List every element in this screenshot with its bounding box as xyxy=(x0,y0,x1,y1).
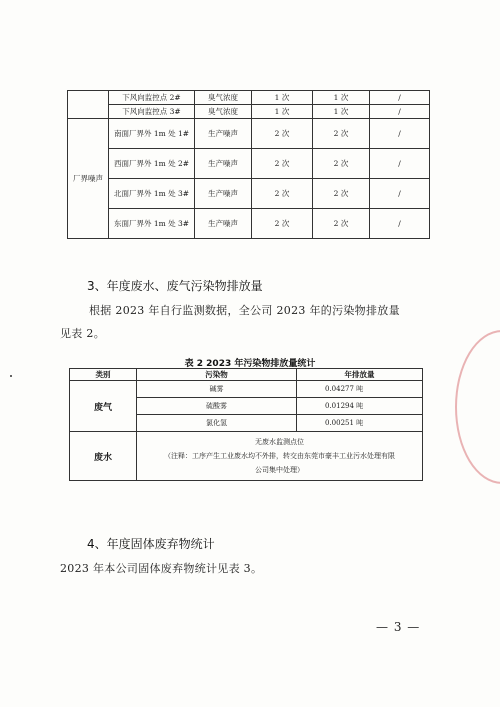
frequency-cell: 2 次 xyxy=(252,209,313,239)
monitoring-point-cell: 西面厂界外 1m 处 2# xyxy=(109,149,195,179)
section-3-paragraph-line-2: 见表 2。 xyxy=(60,327,105,340)
frequency-cell: 1 次 xyxy=(313,105,370,119)
monitoring-item-cell: 生产噪声 xyxy=(195,119,252,149)
wastewater-note-line: 公司集中处理） xyxy=(255,466,304,474)
pollutant-cell: 碱雾 xyxy=(137,381,297,398)
table-header-row xyxy=(70,369,423,381)
monitoring-item-cell: 生产噪声 xyxy=(195,209,252,239)
note-cell: / xyxy=(370,209,430,239)
margin-dot xyxy=(10,375,12,377)
frequency-cell: 1 次 xyxy=(252,91,313,105)
table-row xyxy=(68,119,430,149)
note-cell: / xyxy=(370,149,430,179)
frequency-cell: 1 次 xyxy=(313,91,370,105)
page-number: — 3 — xyxy=(376,620,421,634)
monitoring-table xyxy=(67,90,430,239)
wastewater-note-line: （注释：工序产生工业废水均不外排，转交由东莞市豪丰工业污水处理有限 xyxy=(164,452,395,460)
table-2-title: 表 2 2023 年污染物排放量统计 xyxy=(184,359,316,369)
table-row xyxy=(70,432,423,481)
note-cell: / xyxy=(370,179,430,209)
monitoring-point-cell: 南面厂界外 1m 处 1# xyxy=(109,119,195,149)
wastewater-note-cell xyxy=(137,432,423,481)
category-cell xyxy=(68,91,109,119)
category-cell: 废水 xyxy=(70,432,137,481)
table-row xyxy=(68,91,430,105)
category-cell: 废气 xyxy=(70,381,137,432)
category-cell: 厂界噪声 xyxy=(68,119,109,239)
wastewater-note-line: 无废水监测点位 xyxy=(255,438,304,446)
pollutant-cell: 氯化氢 xyxy=(137,415,297,432)
note-cell: / xyxy=(370,119,430,149)
note-cell: / xyxy=(370,91,430,105)
monitoring-point-cell: 东面厂界外 1m 处 3# xyxy=(109,209,195,239)
table-row xyxy=(68,179,430,209)
column-header: 污染物 xyxy=(137,369,297,381)
frequency-cell: 1 次 xyxy=(252,105,313,119)
monitoring-item-cell: 生产噪声 xyxy=(195,179,252,209)
section-4-paragraph: 2023 年本公司固体废弃物统计见表 3。 xyxy=(60,562,263,575)
frequency-cell: 2 次 xyxy=(313,119,370,149)
monitoring-point-cell: 下风向监控点 3# xyxy=(109,105,195,119)
amount-cell: 0.01294 吨 xyxy=(297,398,423,415)
frequency-cell: 2 次 xyxy=(313,209,370,239)
table-row xyxy=(70,381,423,398)
frequency-cell: 2 次 xyxy=(252,119,313,149)
table-row xyxy=(68,209,430,239)
frequency-cell: 2 次 xyxy=(313,179,370,209)
monitoring-item-cell: 臭气浓度 xyxy=(195,105,252,119)
monitoring-item-cell: 臭气浓度 xyxy=(195,91,252,105)
table-row xyxy=(68,149,430,179)
company-seal-stamp xyxy=(455,330,500,484)
frequency-cell: 2 次 xyxy=(252,179,313,209)
note-cell: / xyxy=(370,105,430,119)
amount-cell: 0.00251 吨 xyxy=(297,415,423,432)
monitoring-item-cell: 生产噪声 xyxy=(195,149,252,179)
column-header: 年排放量 xyxy=(297,369,423,381)
emissions-table xyxy=(69,368,423,481)
pollutant-cell: 硫酸雾 xyxy=(137,398,297,415)
section-3-heading: 3、年度废水、废气污染物排放量 xyxy=(87,279,263,293)
column-header: 类别 xyxy=(70,369,137,381)
table-row xyxy=(68,105,430,119)
amount-cell: 0.04277 吨 xyxy=(297,381,423,398)
section-4-heading: 4、年度固体废弃物统计 xyxy=(87,537,215,551)
monitoring-point-cell: 下风向监控点 2# xyxy=(109,91,195,105)
monitoring-point-cell: 北面厂界外 1m 处 3# xyxy=(109,179,195,209)
frequency-cell: 2 次 xyxy=(313,149,370,179)
section-3-paragraph-line-1: 根据 2023 年自行监测数据，全公司 2023 年的污染物排放量 xyxy=(89,304,400,317)
frequency-cell: 2 次 xyxy=(252,149,313,179)
